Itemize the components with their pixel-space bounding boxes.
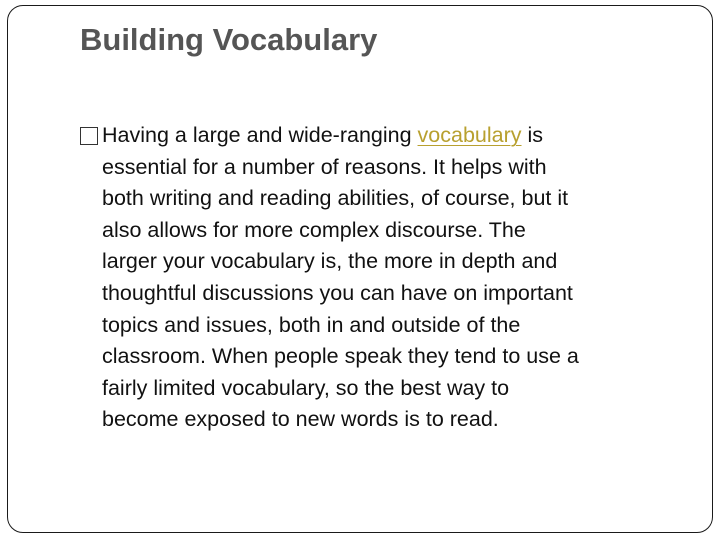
bullet-line-1-before: Having a large and wide-ranging: [102, 123, 418, 147]
bullet-line-1: [80, 120, 690, 152]
bullet-line: classroom. When people speak they tend to use a: [102, 344, 579, 369]
bullet-line-1-after: is: [521, 123, 544, 147]
slide-title: Building Vocabulary: [80, 22, 378, 57]
bullet-paragraph: [80, 120, 690, 436]
bullet-line: larger your vocabulary is, the more in depth and: [102, 249, 558, 274]
bullet-line: also allows for more complex discourse. The: [102, 217, 526, 242]
bullet-line: essential for a number of reasons. It helps with: [102, 154, 547, 179]
vocabulary-link[interactable]: vocabulary: [417, 123, 522, 147]
bullet-line: become exposed to new words is to read.: [102, 407, 499, 432]
bullet-line: both writing and reading abilities, of course, but it: [102, 186, 569, 211]
bullet-line: thoughtful discussions you can have on important: [102, 280, 573, 305]
bullet-line: topics and issues, both in and outside of the: [102, 312, 521, 337]
square-bullet-icon: [80, 127, 98, 145]
bullet-line: fairly limited vocabulary, so the best way to: [102, 375, 510, 400]
